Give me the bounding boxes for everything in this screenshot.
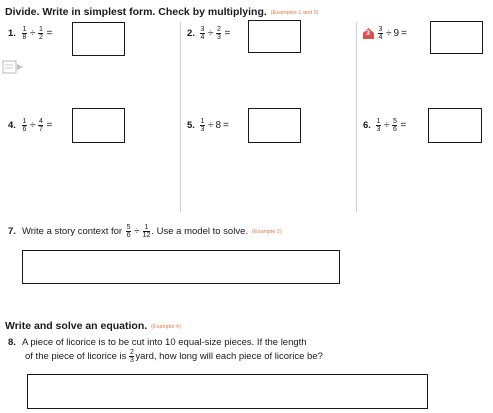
fraction: $\frac{3}{4}$ <box>200 26 205 41</box>
fraction: $\frac{5}{6}$ <box>126 224 131 239</box>
fraction: $\frac{1}{3}$ <box>200 118 205 133</box>
answer-box-6[interactable] <box>428 108 482 143</box>
fraction: $\frac{4}{7}$ <box>38 118 43 133</box>
answer-box-1[interactable] <box>72 22 125 56</box>
answer-box-3[interactable] <box>430 21 483 54</box>
answer-box-8[interactable] <box>27 374 428 409</box>
section-heading: Divide. Write in simplest form. Check by multiplying. (Examples 1 and 3) <box>5 6 319 18</box>
home-icon: 3 <box>363 28 374 39</box>
column-divider <box>356 22 357 212</box>
example-reference: (Example 2) <box>252 228 282 235</box>
answer-box-2[interactable] <box>248 20 301 53</box>
fraction: $\frac{5}{6}$ <box>392 118 397 133</box>
pencil-icon <box>2 58 24 81</box>
question-7: 7. Write a story context for $\frac{5}{6}$ ÷ $\frac{1}{12}$ . Use a model to solve. (Example 2) <box>8 224 282 239</box>
answer-box-7[interactable] <box>22 250 340 284</box>
problem-4: 4. $\frac{1}{6}$ ÷ $\frac{4}{7}$ = <box>8 118 53 133</box>
example-reference: (Example 4) <box>151 324 181 330</box>
section-heading: Write and solve an equation. (Example 4) <box>5 320 181 332</box>
fraction: $\frac{2}{3}$ <box>216 26 221 41</box>
fraction: $\frac{1}{6}$ <box>22 118 27 133</box>
fraction: $\frac{1}{2}$ <box>38 26 43 41</box>
problem-2: 2. $\frac{3}{4}$ ÷ $\frac{2}{3}$ = <box>187 26 231 41</box>
fraction: $\frac{1}{12}$ <box>142 224 151 239</box>
answer-box-5[interactable] <box>248 108 301 143</box>
fraction: $\frac{2}{3}$ <box>129 349 134 364</box>
problem-5: 5. $\frac{1}{3}$ ÷ 8 = <box>187 118 229 133</box>
example-reference: (Examples 1 and 3) <box>270 10 319 16</box>
problem-3: 3 $\frac{3}{4}$ ÷ 9 = <box>363 26 409 41</box>
column-divider <box>180 22 181 212</box>
question-8: 8. A piece of licorice is to be cut into 10 equal-size pieces. If the length of the piece of licorice is $\frac{2}{3}$ yard, how long will each piece of licorice be? <box>8 337 323 364</box>
fraction: $\frac{1}{8}$ <box>22 26 27 41</box>
problem-1: 1. $\frac{1}{8}$ ÷ $\frac{1}{2}$ = <box>8 26 53 41</box>
fraction: $\frac{1}{3}$ <box>376 118 381 133</box>
problem-6: 6. $\frac{1}{3}$ ÷ $\frac{5}{6}$ = <box>363 118 407 133</box>
answer-box-4[interactable] <box>72 108 125 143</box>
fraction: $\frac{3}{4}$ <box>378 26 383 41</box>
